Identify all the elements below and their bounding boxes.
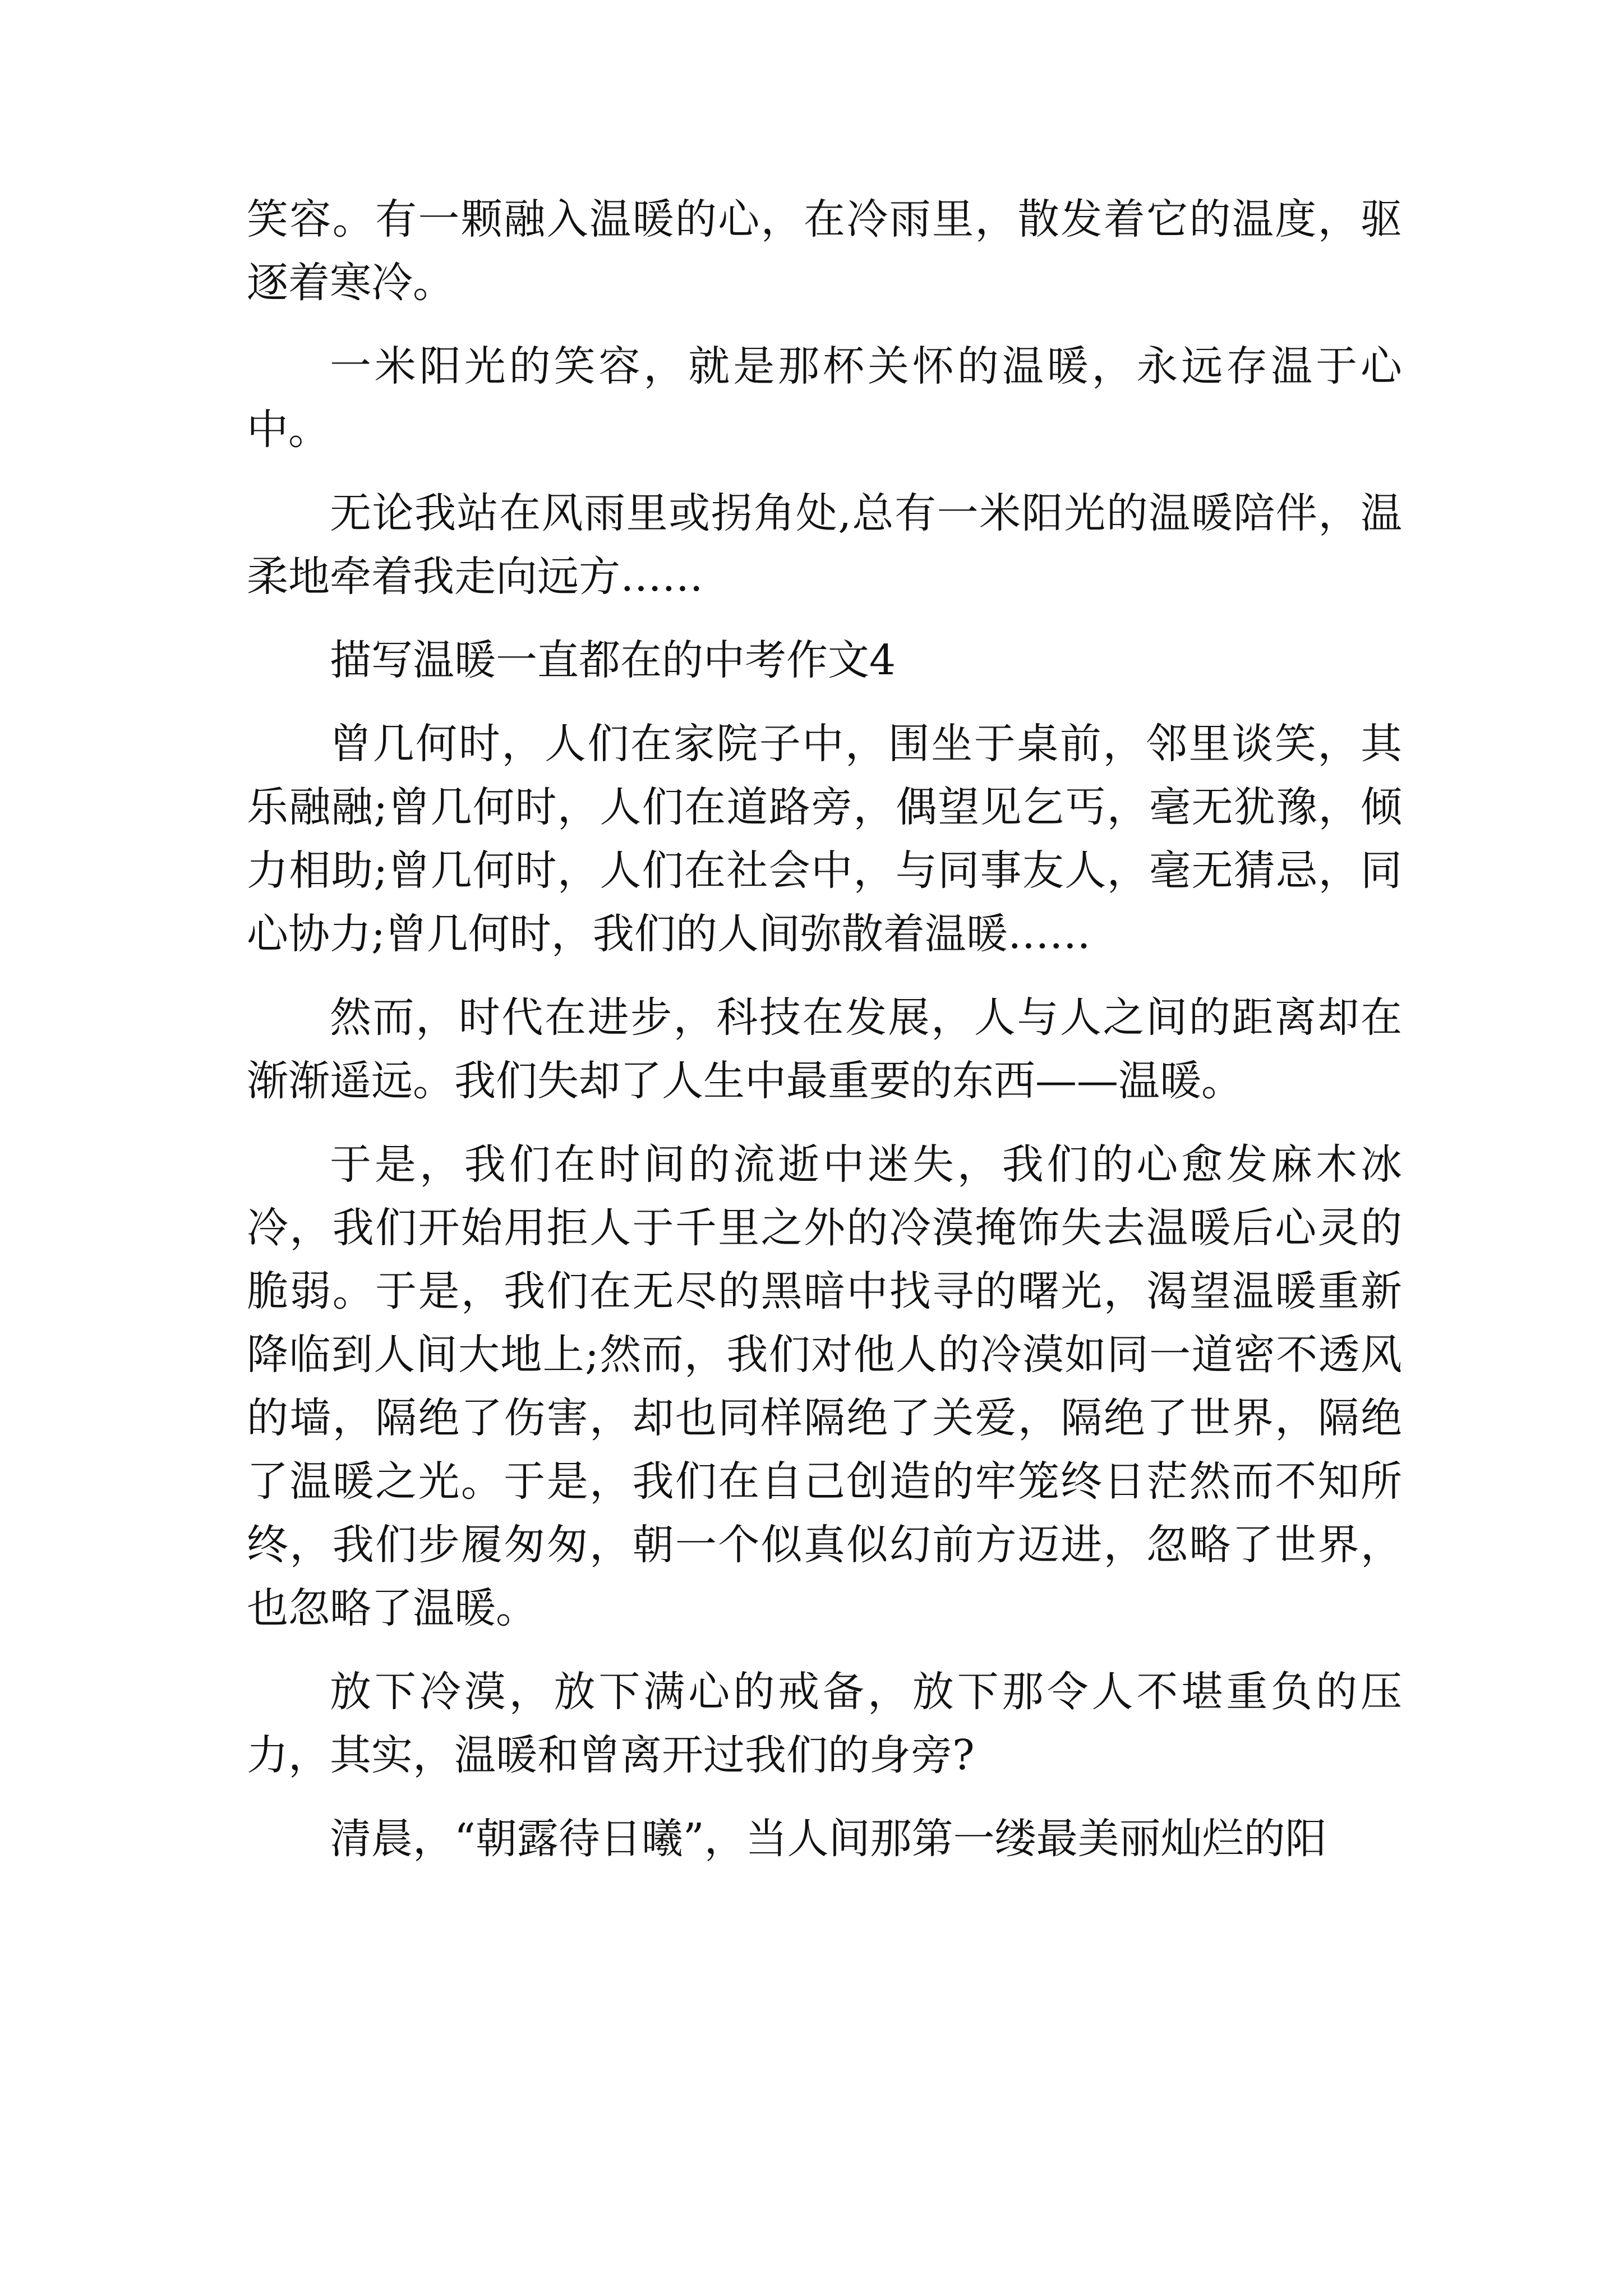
paragraph: 清晨，“朝露待日曦”，当人间那第一缕最美丽灿烂的阳 xyxy=(330,1815,1327,1863)
paragraph: 然而，时代在进步，科技在发展，人与人之间的距离却在渐渐遥远。我们失却了人生中最重要的东西——温暖。 xyxy=(247,993,1402,1105)
document-body xyxy=(247,188,1402,1891)
paragraph: 一米阳光的笑容，就是那杯关怀的温暖，永远存温于心中。 xyxy=(247,342,1402,454)
paragraph-continuation: 笑容。有一颗融入温暖的心，在冷雨里，散发着它的温度，驱逐着寒冷。 xyxy=(247,195,1402,307)
paragraph: 曾几何时，人们在家院子中，围坐于桌前，邻里谈笑，其乐融融;曾几何时，人们在道路旁，偶望见乞丐，毫无犹豫，倾力相助;曾几何时，人们在社会中，与同事友人，毫无猜忌，同心协力;曾几何时，我们的人间弥散着温暖…… xyxy=(247,720,1402,958)
paragraph: 放下冷漠，放下满心的戒备，放下那令人不堪重负的压力，其实，温暖和曾离开过我们的身旁? xyxy=(247,1668,1402,1779)
paragraph: 无论我站在风雨里或拐角处,总有一米阳光的温暖陪伴，温柔地牵着我走向远方…… xyxy=(247,489,1402,601)
paragraph: 于是，我们在时间的流逝中迷失，我们的心愈发麻木冰冷，我们开始用拒人于千里之外的冷漠掩饰失去温暖后心灵的脆弱。于是，我们在无尽的黑暗中找寻的曙光，渴望温暖重新降临到人间大地上;然而，我们对他人的冷漠如同一道密不透风的墙，隔绝了伤害，却也同样隔绝了关爱，隔绝了世界，隔绝了温暖之光。于是，我们在自己创造的牢笼终日茫然而不知所终，我们步履匆匆，朝一个似真似幻前方迈进，忽略了世界，也忽略了温暖。 xyxy=(247,1140,1402,1632)
essay-title: 描写温暖一直都在的中考作文4 xyxy=(330,636,896,684)
